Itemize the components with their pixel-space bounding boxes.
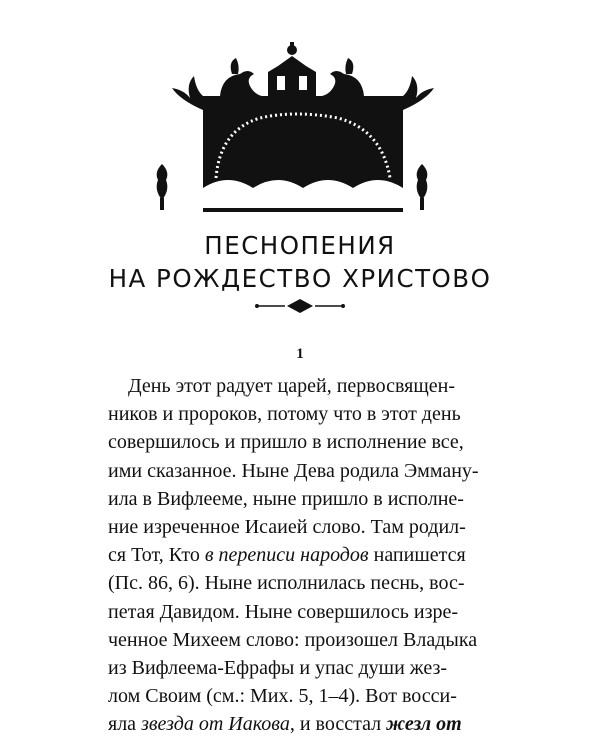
text-line: День этот радует царей, первосвящен- <box>128 375 455 397</box>
title-line-1: ПЕСНОПЕНИЯ <box>204 231 396 260</box>
text-line: яла звезда от Иакова, и восстал жезл от <box>108 713 462 736</box>
text-line: ников и пророков, потому что в этот день <box>108 403 461 426</box>
text-line: ченное Михеем слово: произошел Владыка <box>108 628 478 651</box>
text-line: петая Давидом. Ныне совершилось изре- <box>108 600 459 623</box>
text-line: совершилось и пришло в исполнение все, <box>108 431 464 454</box>
text-line: ими сказанное. Ныне Дева родила Эмману- <box>108 459 479 482</box>
divider-ornament <box>255 296 345 316</box>
scripture-quote: в переписи народов <box>204 544 369 567</box>
text-line: лом Своим (см.: Мих. 5, 1–4). Вот восси- <box>108 685 457 708</box>
text-line: из Вифлеема-Ефрафы и упас души жез- <box>108 656 448 679</box>
body-text <box>108 372 508 738</box>
chapter-number: 1 <box>296 346 304 362</box>
text-line: (Пс. 86, 6). Ныне исполнилась песнь, вос- <box>108 572 465 595</box>
text-line: ила в Вифлееме, ныне пришло в исполне- <box>108 487 464 510</box>
headpiece-illustration <box>150 40 435 220</box>
title-line-2: НА РОЖДЕСТВО ХРИСТОВО <box>108 264 492 293</box>
scripture-quote: жезл от <box>386 713 462 736</box>
text-line: ние изреченное Исаией слово. Там родил- <box>108 515 466 538</box>
scripture-quote: звезда от Иакова <box>141 713 290 736</box>
text-line: ся Тот, Кто в переписи народов напишется <box>108 544 466 567</box>
